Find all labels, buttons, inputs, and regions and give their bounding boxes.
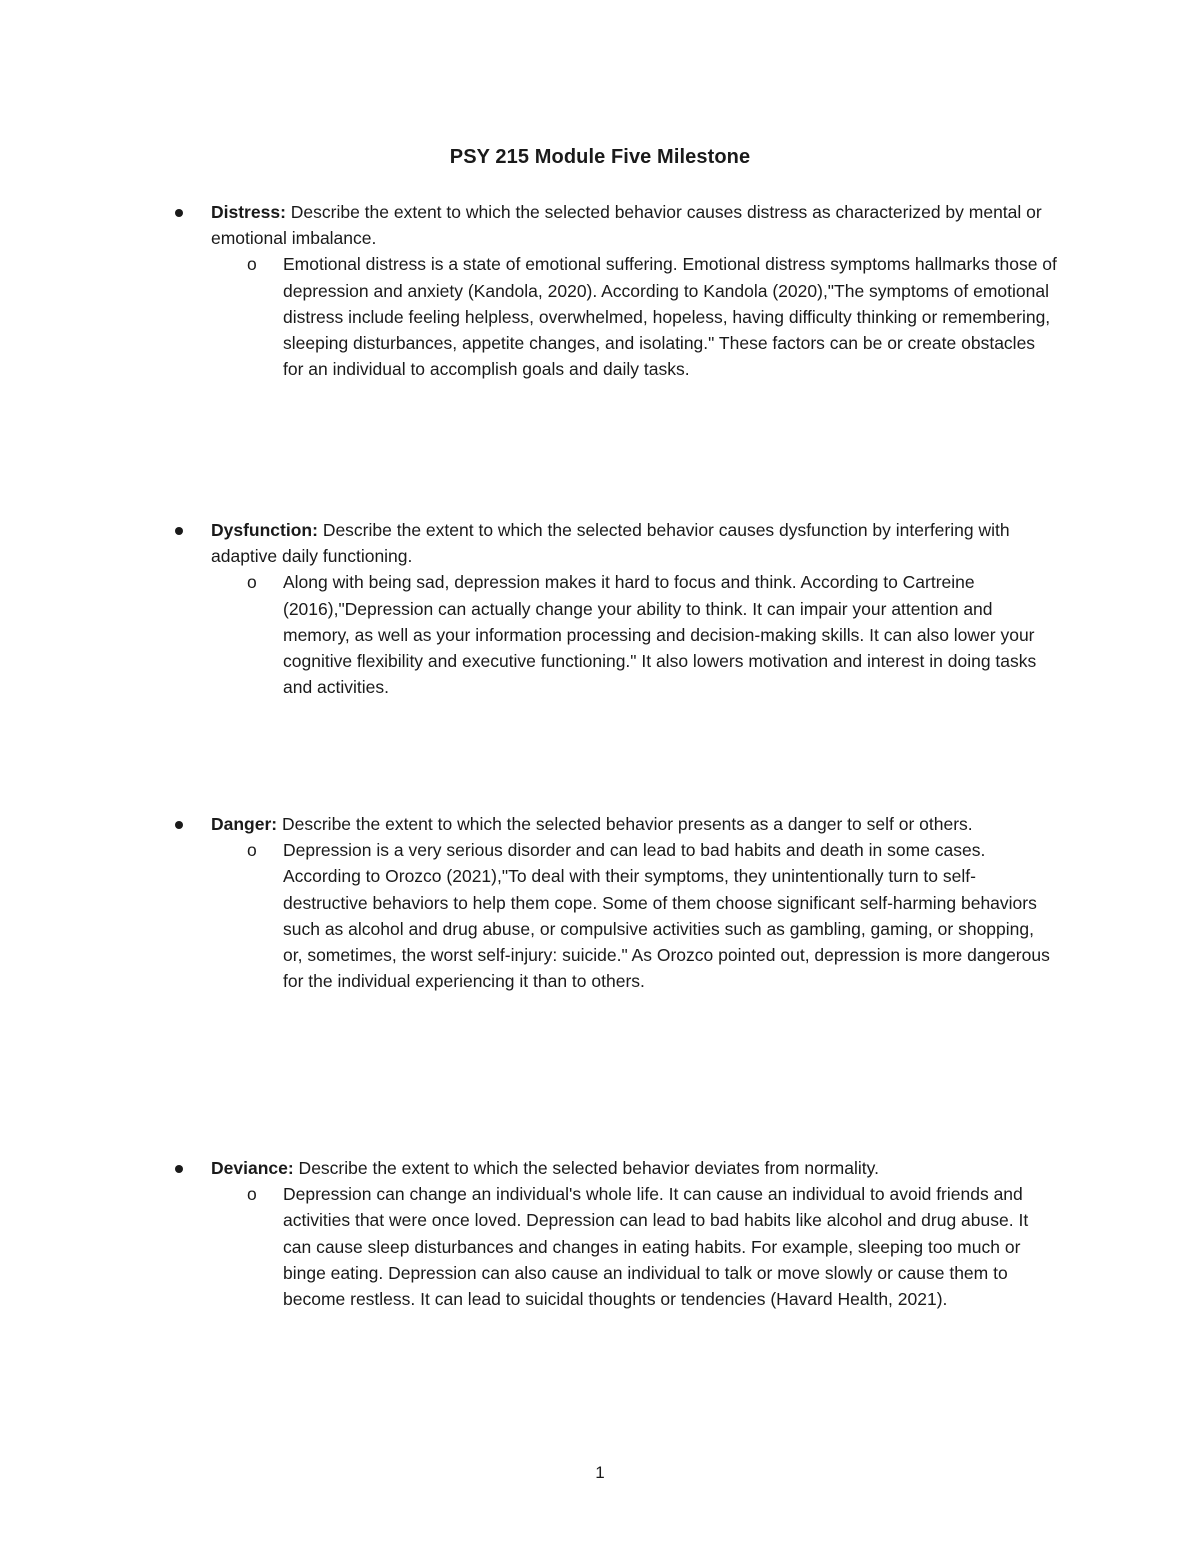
sub-bullet-marker: o bbox=[247, 1184, 257, 1205]
sub-bullet-marker: o bbox=[247, 572, 257, 593]
section-prompt bbox=[211, 199, 1051, 251]
section-answer bbox=[247, 837, 1058, 994]
section-label: Dysfunction: bbox=[211, 520, 318, 540]
section-prompt bbox=[211, 517, 1051, 569]
section-prompt-text: Describe the extent to which the selected behavior presents as a danger to self or others. bbox=[277, 814, 973, 834]
section-answer bbox=[247, 251, 1058, 382]
section-answer bbox=[247, 1181, 1058, 1312]
section-distress bbox=[0, 199, 1200, 382]
bullet-icon bbox=[175, 821, 183, 829]
sub-bullet-marker: o bbox=[247, 840, 257, 861]
section-label: Danger: bbox=[211, 814, 278, 834]
section-prompt bbox=[211, 811, 1051, 837]
section-dysfunction bbox=[0, 517, 1200, 700]
section-answer bbox=[247, 569, 1058, 700]
section-label: Distress: bbox=[211, 202, 286, 222]
section-answer-text: Emotional distress is a state of emotional suffering. Emotional distress symptoms hallmarks those of depression and anxiety (Kandola, 2020). According to Kandola (2020),"The symptoms of emotional distress include feeling helpless, overwhelmed, hopeless, having difficulty thinking or remembering, sleeping disturbances, appetite changes, and isolating." These factors can be or create obstacles for an individual to accomplish goals and daily tasks. bbox=[283, 254, 1057, 380]
document-title: PSY 215 Module Five Milestone bbox=[449, 146, 751, 168]
section-prompt bbox=[211, 1155, 1051, 1181]
section-prompt-text: Describe the extent to which the selected behavior deviates from normality. bbox=[293, 1158, 879, 1178]
section-prompt-text: Describe the extent to which the selected behavior causes distress as characterized by mental or emotional imbalance. bbox=[211, 202, 1042, 249]
section-answer-text: Along with being sad, depression makes it hard to focus and think. According to Cartreine (2016),"Depression can actually change your ability to think. It can impair your attention and memory, as well as your information processing and decision-making skills. It can also lower your cognitive flexibility and executive functioning." It also lowers motivation and interest in doing tasks and activities. bbox=[283, 572, 1037, 698]
section-deviance bbox=[0, 1155, 1200, 1312]
bullet-icon bbox=[175, 209, 183, 217]
sub-bullet-marker: o bbox=[247, 254, 257, 275]
section-label: Deviance: bbox=[211, 1158, 294, 1178]
section-answer-text: Depression is a very serious disorder and can lead to bad habits and death in some cases. According to Orozco (2021),"To deal with their symptoms, they unintentionally turn to self-destructive behaviors to help them cope. Some of them choose significant self-harming behaviors such as alcohol and drug abuse, or compulsive activities such as gambling, gaming, or shopping, or, sometimes, the worst self-injury: suicide." As Orozco pointed out, depression is more dangerous for the individual experiencing it than to others. bbox=[283, 840, 1050, 992]
bullet-icon bbox=[175, 1165, 183, 1173]
page-number: 1 bbox=[595, 1463, 605, 1482]
section-danger bbox=[0, 811, 1200, 994]
bullet-icon bbox=[175, 527, 183, 535]
section-prompt-text: Describe the extent to which the selected behavior causes dysfunction by interfering with adaptive daily functioning. bbox=[211, 520, 1010, 567]
section-answer-text: Depression can change an individual's whole life. It can cause an individual to avoid friends and activities that were once loved. Depression can lead to bad habits like alcohol and drug abuse. It can cause sleep disturbances and changes in eating habits. For example, sleeping too much or binge eating. Depression can also cause an individual to talk or move slowly or cause them to become restless. It can lead to suicidal thoughts or tendencies (Havard Health, 2021). bbox=[283, 1184, 1029, 1310]
